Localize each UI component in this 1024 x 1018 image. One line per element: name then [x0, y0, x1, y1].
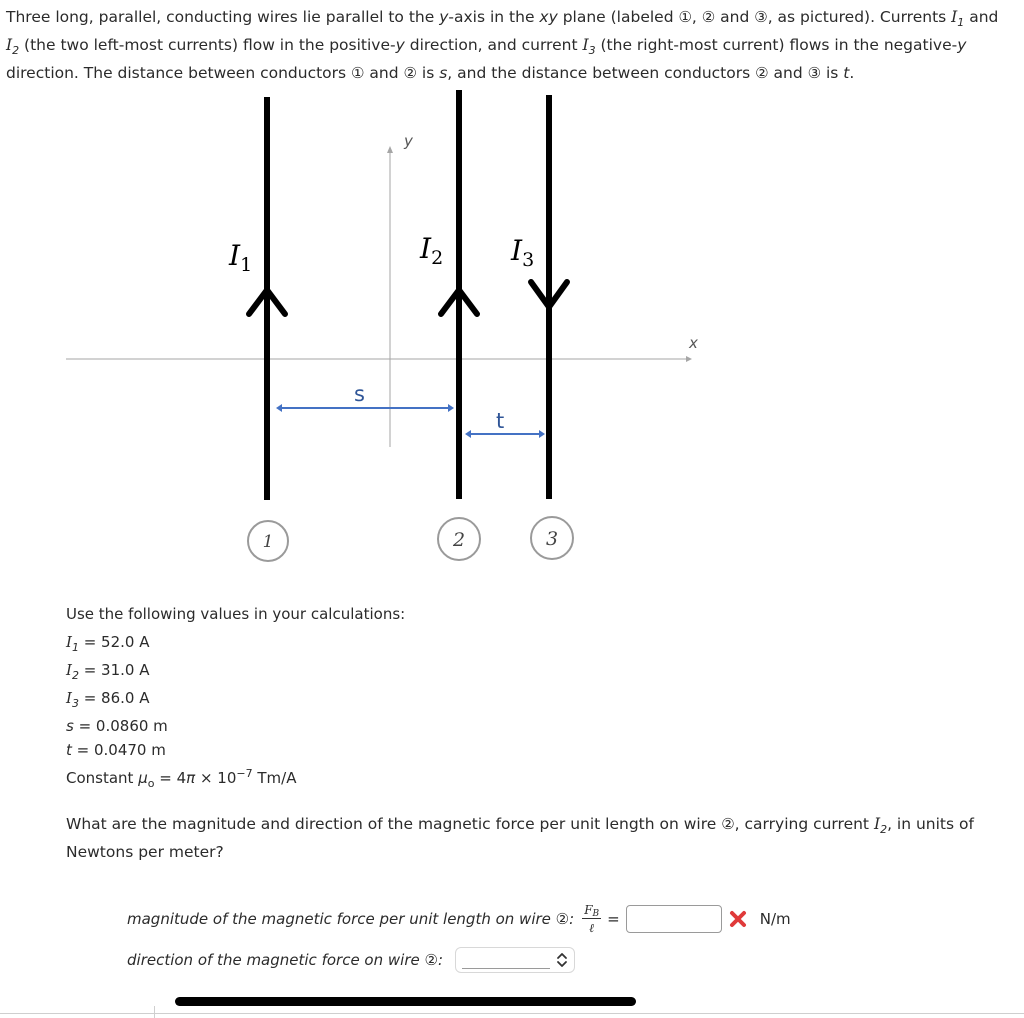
wire-2: [441, 90, 477, 499]
magnitude-input[interactable]: [626, 905, 722, 933]
coordinate-axes: [66, 146, 692, 447]
value-I3: $I_3 = 86.0$ A: [66, 689, 150, 710]
value-I1: $I_1 = 52.0$ A: [66, 633, 150, 654]
wire-1-marker: [248, 521, 288, 561]
wire-2-marker: [438, 518, 480, 560]
values-heading: Use the following values in your calculations:: [66, 605, 406, 623]
magnitude-answer-row: [127, 896, 791, 942]
distance-s-dimension: [276, 404, 454, 412]
svg-text:1: 1: [262, 532, 274, 552]
x-axis-label: x: [689, 334, 698, 352]
problem-statement: Three long, parallel, conducting wires lie parallel to the y-axis in the xy plane (labeled ①, ② and ③, as pictured). Currents $I_1$ and $I_2$ (the two left-most currents) flow in the positive-y direction, and current $I_3$ (the right-most current) flows in the negative-y direction. The distance between conductors ① and ② is s, and the distance between conductors ② and ③ is t.: [6, 8, 999, 82]
unit-label: N/m: [759, 910, 791, 928]
select-chevron-icon: [554, 950, 570, 970]
distance-s-label: s: [354, 382, 365, 406]
current-label-I3: $I_3$: [511, 234, 535, 271]
divider: [154, 1006, 155, 1018]
value-mu0: Constant $\mu_o = 4\pi \times 10^{-7}$ Tm/A: [66, 767, 297, 790]
value-s: s = 0.0860 m: [66, 717, 168, 735]
wire-3: [531, 95, 567, 499]
wire-diagram: [0, 85, 720, 575]
value-t: t = 0.0470 m: [66, 741, 166, 759]
wire-3-marker: [531, 517, 573, 559]
x-icon: [728, 909, 748, 929]
svg-text:2: 2: [452, 529, 466, 551]
distance-t-dimension: [465, 430, 545, 438]
direction-answer-row: [127, 946, 575, 974]
wire-1: [249, 97, 285, 500]
svg-text:3: 3: [545, 528, 559, 550]
current-label-I1: $I_1$: [229, 239, 253, 276]
current-label-I2: $I_2$: [420, 232, 444, 269]
value-I2: $I_2 = 31.0$ A: [66, 661, 150, 682]
distance-t-label: t: [496, 409, 505, 433]
direction-select[interactable]: [455, 947, 575, 973]
question-text: What are the magnitude and direction of the magnetic force per unit length on wire ②, carrying current $I_2$, in units of Newtons per meter?: [66, 815, 974, 861]
magnitude-label: magnitude of the magnetic force per unit length on wire ②:: [127, 910, 575, 928]
given-values: [66, 600, 405, 792]
direction-label: direction of the magnetic force on wire ②:: [127, 951, 444, 969]
horizontal-scrollbar[interactable]: [175, 997, 636, 1006]
y-axis-label: y: [404, 132, 413, 150]
force-per-length-fraction: $\frac{F_B}{\text{ℓ}}$: [584, 903, 600, 935]
equals-sign: =: [607, 910, 620, 928]
bottom-divider: [0, 1013, 1024, 1014]
